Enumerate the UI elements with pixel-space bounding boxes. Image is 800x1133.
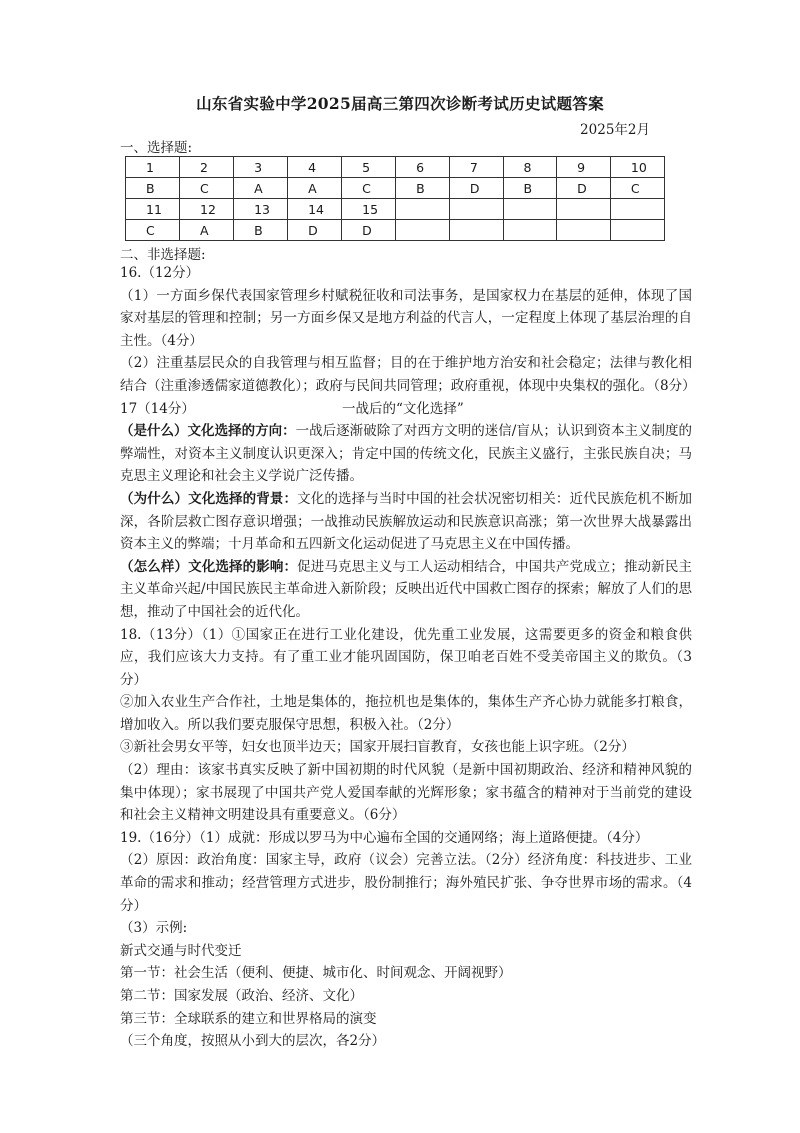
question-number-cell xyxy=(610,199,664,220)
answer-cell xyxy=(449,220,503,241)
q19-part2: （2）原因：政治角度：国家主导，政府（议会）完善立法。（2分）经济角度：科技进步、工业革命的需求和推动；经营管理方式进步，股份制推行；海外殖民扩张、争夺世界市场的需求。（4分） xyxy=(120,852,692,914)
question-number-cell: 6 xyxy=(396,157,450,178)
q17-what-text: 一战后逐渐破除了对西方文明的迷信/盲从；认识到资本主义制度的弊端性，对资本主义制度认识更深入；肯定中国的传统文化，民族主义盛行，主张民族自决；马克思主义理论和社会主义学说广泛传播。 xyxy=(120,423,692,485)
q18-part1-2: ②加入农业生产合作社，土地是集体的，拖拉机也是集体的，集体生产齐心协力就能多打粮食，增加收入。所以我们要克服保守思想，积极入社。（2分） xyxy=(120,694,692,733)
q17-how xyxy=(120,556,692,624)
section-choice-label: 一、选择题: xyxy=(120,140,193,156)
question-number-cell: 12 xyxy=(180,199,234,220)
section-nonchoice-label: 二、非选择题: xyxy=(120,247,206,263)
answer-cell: C xyxy=(180,178,234,199)
q19-section1: 第一节：社会生活（便利、便捷、城市化、时间观念、开阔视野） xyxy=(120,965,512,982)
answer-cell: B xyxy=(396,178,450,199)
question-number-cell: 10 xyxy=(610,157,664,178)
question-number-cell xyxy=(557,199,611,220)
question-number-cell: 9 xyxy=(557,157,611,178)
q19-example-title: 新式交通与时代变迁 xyxy=(120,942,242,959)
answer-table xyxy=(125,156,665,241)
answer-cell: A xyxy=(288,178,342,199)
question-number-cell xyxy=(503,199,557,220)
answers-body xyxy=(120,262,696,1053)
q17-why-label: （为什么）文化选择的背景： xyxy=(120,490,298,507)
answer-cell: B xyxy=(503,178,557,199)
table-row xyxy=(126,199,665,220)
question-number-cell: 11 xyxy=(126,199,180,220)
q17-how-text: 促进马克思主义与工人运动相结合，中国共产党成立；推动新民主主义革命兴起/中国民族民主革命进入新阶段；反映出近代中国救亡图存的探索；解放了人们的思想，推动了中国社会的近代化。 xyxy=(120,558,693,620)
q16-part1: （1）一方面乡保代表国家管理乡村赋税征收和司法事务，是国家权力在基层的延伸，体现了国家对基层的管理和控制；另一方面乡保又是地方利益的代言人，一定程度上体现了基层治理的自主性。（4分） xyxy=(120,287,692,349)
q17-what xyxy=(120,420,692,488)
answer-cell: B xyxy=(234,220,288,241)
q18-part1: 18.（13分）（1）①国家正在进行工业化建设，优先重工业发展，这需要更多的资金和粮食供应，我们应该大力支持。有了重工业才能巩固国防，保卫咱老百姓不受美帝国主义的欺负。（3分） xyxy=(120,626,692,688)
table-row xyxy=(126,220,665,241)
answer-cell: A xyxy=(180,220,234,241)
q19-part3: （3）示例: xyxy=(120,920,188,937)
answer-cell: A xyxy=(234,178,288,199)
table-row xyxy=(126,178,665,199)
question-number-cell: 2 xyxy=(180,157,234,178)
q17-why-text: 文化的选择与当时中国的社会状况密切相关：近代民族危机不断加深，各阶层救亡图存意识增强；一战推动民族解放运动和民族意识高涨；第一次世界大战暴露出资本主义的弊端；十月革命和五四新文化运动促进了马克思主义在中国传播。 xyxy=(120,490,693,553)
question-number-cell: 1 xyxy=(126,157,180,178)
answer-cell: C xyxy=(610,178,664,199)
q17-why xyxy=(120,488,692,556)
answer-cell xyxy=(610,220,664,241)
answer-cell: D xyxy=(342,220,396,241)
q19-part1: 19.（16分）（1）成就：形成以罗马为中心遍布全国的交通网络；海上道路便捷。（4分） xyxy=(120,829,649,846)
question-number-cell: 5 xyxy=(342,157,396,178)
q18-part2: （2）理由：该家书真实反映了新中国初期的时代风貌（是新中国初期政治、经济和精神风貌的集中体现）；家书展现了中国共产党人爱国奉献的光辉形象；家书蕴含的精神对于当前党的建设和社会主义精神文明建设具有重要意义。（6分） xyxy=(120,762,692,824)
q16-heading: 16.（12分） xyxy=(120,265,200,281)
q18-part1-3: ③新社会男女平等，妇女也顶半边天；国家开展扫盲教育，女孩也能上识字班。（2分） xyxy=(120,739,635,756)
question-number-cell xyxy=(396,199,450,220)
question-number-cell: 15 xyxy=(342,199,396,220)
answer-cell: D xyxy=(288,220,342,241)
q17-heading-row xyxy=(120,398,692,421)
question-number-cell: 3 xyxy=(234,157,288,178)
q17-how-label: （怎么样）文化选择的影响： xyxy=(120,558,298,575)
question-number-cell: 8 xyxy=(503,157,557,178)
answer-cell: D xyxy=(557,178,611,199)
q17-heading: 17（14分） xyxy=(120,400,195,417)
answer-cell xyxy=(396,220,450,241)
answer-cell: D xyxy=(449,178,503,199)
answer-cell xyxy=(503,220,557,241)
q17-what-label: （是什么）文化选择的方向： xyxy=(120,423,296,440)
question-number-cell: 7 xyxy=(449,157,503,178)
q19-scoring-note: （三个角度，按照从小到大的层次，各2分） xyxy=(120,1033,386,1050)
answer-cell: C xyxy=(342,178,396,199)
answer-cell: B xyxy=(126,178,180,199)
q16-part2: （2）注重基层民众的自我管理与相互监督；目的在于维护地方治安和社会稳定；法律与教化相结合（注重渗透儒家道德教化）；政府与民间共同管理；政府重视，体现中央集权的强化。（8分） xyxy=(120,355,696,394)
page-title: 山东省实验中学2025届高三第四次诊断考试历史试题答案 xyxy=(196,94,604,113)
q19-section3: 第三节：全球联系的建立和世界格局的演变 xyxy=(120,1010,377,1027)
question-number-cell: 13 xyxy=(234,199,288,220)
q17-topic: 一战后的“文化选择” xyxy=(342,400,464,417)
question-number-cell xyxy=(449,199,503,220)
q19-section2: 第二节：国家发展（政治、经济、文化） xyxy=(120,988,363,1004)
table-row xyxy=(126,157,665,178)
question-number-cell: 14 xyxy=(288,199,342,220)
answer-cell: C xyxy=(126,220,180,241)
answer-cell xyxy=(557,220,611,241)
question-number-cell: 4 xyxy=(288,157,342,178)
exam-date: 2025年2月 xyxy=(580,122,650,138)
